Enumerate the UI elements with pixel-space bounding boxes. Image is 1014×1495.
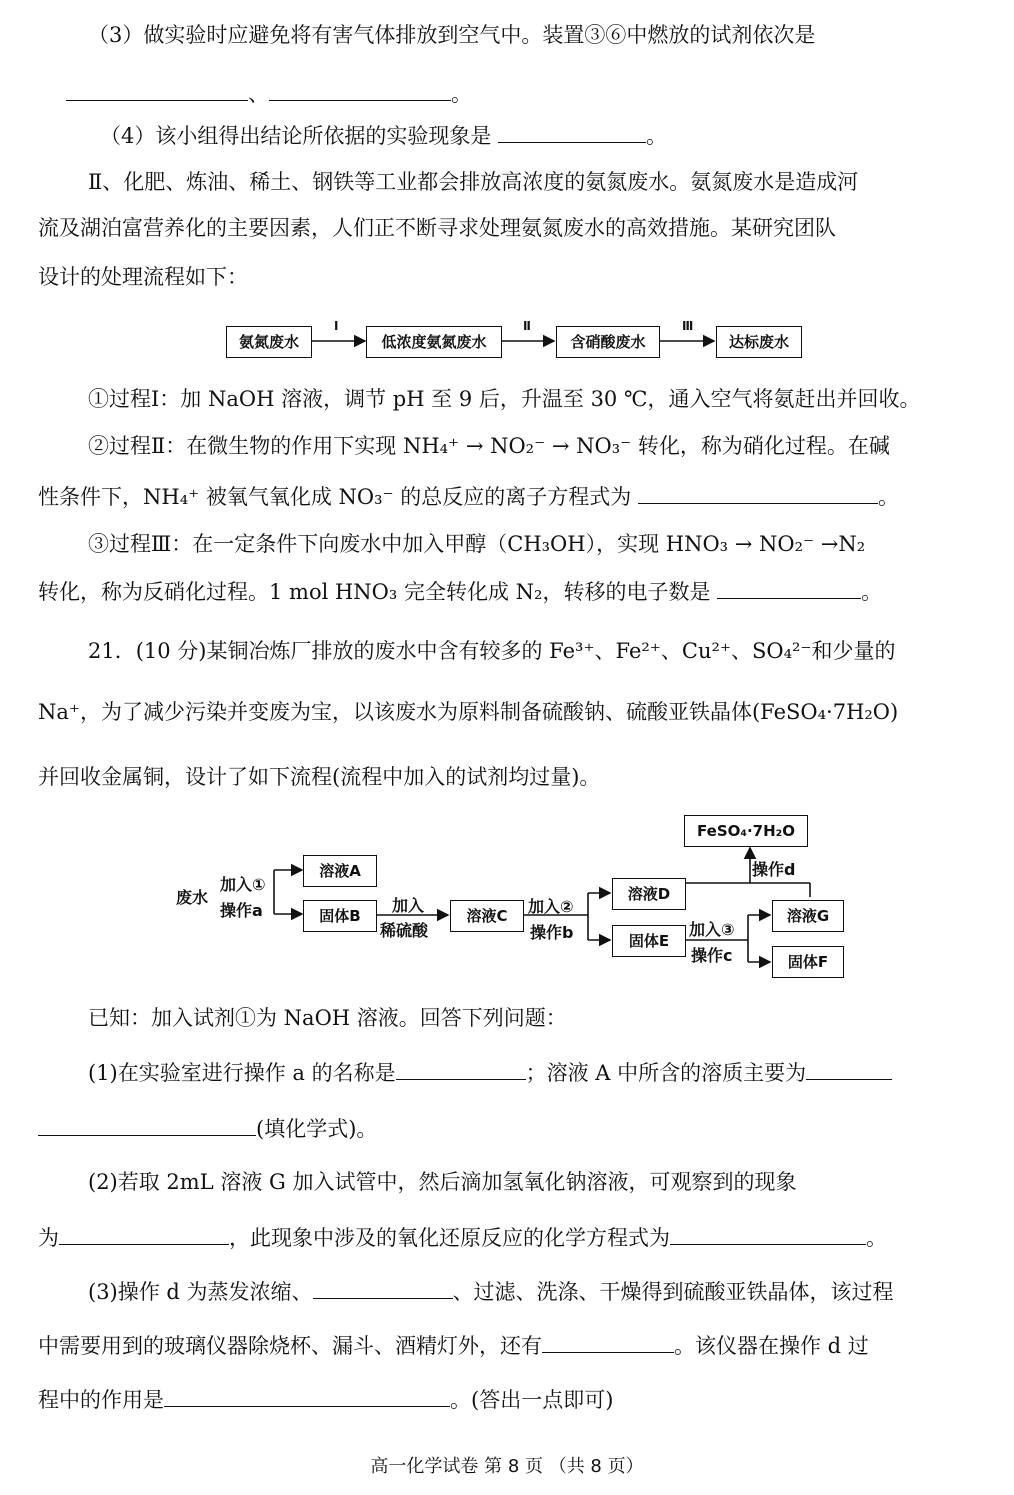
process-1: ①过程Ⅰ：加 NaOH 溶液，调节 pH 至 9 后，升温至 30 ℃，通入空气将氨赶出并回收。 (88, 387, 921, 411)
flow2-box-solution-d: 溶液D (612, 878, 686, 910)
q21-line2: Na⁺，为了减少污染并变废为宝，以该废水为原料制备硫酸钠、硫酸亚铁晶体(FeSO₄·7H₂O) (38, 700, 899, 724)
sub-q1-line1 (88, 1057, 892, 1088)
flow2-label-b-bottom: 操作b (530, 923, 574, 942)
answer-blank[interactable] (638, 481, 878, 504)
sub-q3-text-d: 。该仪器在操作 d 过 (674, 1334, 869, 1358)
sub-q3-line2 (38, 1330, 869, 1361)
flow2-label-acid-bottom: 稀硫酸 (380, 921, 429, 940)
sub-q3-text-b: 、过滤、洗涤、干燥得到硫酸亚铁晶体，该过程 (452, 1280, 894, 1304)
sub-q1-text-a: (1)在实验室进行操作 a 的名称是 (88, 1061, 396, 1085)
answer-blank[interactable] (670, 1222, 866, 1245)
process-2-line2 (38, 481, 899, 512)
flow2-box-solid-b: 固体B (303, 900, 377, 932)
answer-blank[interactable] (396, 1057, 526, 1080)
flow2-label-c-bottom: 操作c (691, 946, 733, 965)
flow1-box-4: 达标废水 (716, 326, 802, 358)
period: 。 (878, 485, 899, 509)
flow2-start: 废水 (176, 888, 209, 907)
flow1-box-3: 含硝酸废水 (556, 326, 660, 358)
sub-q1-text-b: ；溶液 A 中所含的溶质主要为 (525, 1061, 807, 1085)
flow2-box-solution-g: 溶液G (772, 900, 844, 932)
answer-blank[interactable] (717, 576, 861, 599)
sub-q2-line2 (38, 1222, 887, 1253)
flow2-box-solid-f: 固体F (772, 946, 844, 978)
flow2-label-b-top: 加入② (528, 897, 574, 916)
answer-blank[interactable] (542, 1330, 674, 1353)
process-3-line2 (38, 576, 882, 607)
answer-blank[interactable] (38, 1113, 256, 1136)
sub-q2-line1: (2)若取 2mL 溶液 G 加入试管中，然后滴加氢氧化钠溶液，可观察到的现象 (88, 1170, 797, 1194)
known-text: 已知：加入试剂①为 NaOH 溶液。回答下列问题： (88, 1006, 567, 1030)
flow1-arrow-label-3: Ⅲ (682, 319, 694, 333)
flow2-label-a-top: 加入① (220, 875, 266, 894)
q21-line1: 21．(10 分)某铜冶炼厂排放的废水中含有较多的 Fe³⁺、Fe²⁺、Cu²⁺、SO₄²⁻和少量的 (88, 639, 896, 663)
part2-line3: 设计的处理流程如下： (38, 265, 248, 289)
q4-text: （4）该小组得出结论所依据的实验现象是 (100, 124, 492, 148)
sub-q3-text-a: (3)操作 d 为蒸发浓缩、 (88, 1280, 313, 1304)
answer-blank[interactable] (59, 1222, 229, 1245)
sub-q1-text-c: (填化学式)。 (256, 1117, 378, 1141)
flow2-label-d: 操作d (752, 860, 796, 879)
period: 。 (861, 580, 883, 604)
sub-q3-line1 (88, 1276, 894, 1307)
flow1-arrow-label-1: Ⅰ (334, 319, 339, 333)
flow2-label-c-top: 加入③ (689, 920, 735, 939)
flow2-label-acid-top: 加入 (392, 896, 425, 915)
flow2-box-solution-c: 溶液C (450, 900, 524, 932)
flow1-box-2: 低浓度氨氮废水 (366, 326, 502, 358)
part2-line1: Ⅱ、化肥、炼油、稀土、钢铁等工业都会排放高浓度的氨氮废水。氨氮废水是造成河 (88, 170, 859, 194)
period: 。 (646, 124, 668, 148)
process-2-text: 性条件下，NH₄⁺ 被氧气氧化成 NO₃⁻ 的总反应的离子方程式为 (38, 485, 632, 509)
answer-blank[interactable] (164, 1384, 450, 1407)
process-2-line1: ②过程Ⅱ：在微生物的作用下实现 NH₄⁺ → NO₂⁻ → NO₃⁻ 转化，称为硝化过程。在碱 (88, 434, 890, 458)
sub-q3-text-c: 中需要用到的玻璃仪器除烧杯、漏斗、酒精灯外，还有 (38, 1334, 542, 1358)
q3-text: （3）做实验时应避免将有害气体排放到空气中。装置③⑥中燃放的试剂依次是 (88, 23, 816, 47)
sub-q3-text-e: 程中的作用是 (38, 1388, 164, 1412)
flow2-label-a-bottom: 操作a (220, 901, 263, 920)
sub-q3-line3 (38, 1384, 613, 1415)
flow1-arrow-label-2: Ⅱ (523, 319, 531, 333)
sub-q2-text-b: 为 (38, 1226, 59, 1250)
sub-q3-text-f: 。(答出一点即可) (450, 1388, 614, 1412)
answer-blank[interactable] (806, 1057, 892, 1080)
q21-line3: 并回收金属铜，设计了如下流程(流程中加入的试剂均过量)。 (38, 765, 601, 789)
separator: 、 (248, 82, 269, 106)
part2-line2: 流及湖泊富营养化的主要因素，人们正不断寻求处理氨氮废水的高效措施。某研究团队 (38, 216, 836, 240)
flow2-box-solution-a: 溶液A (303, 855, 377, 887)
flow2-box-product: FeSO₄·7H₂O (684, 815, 808, 847)
period: 。 (866, 1226, 887, 1250)
process-3-line1: ③过程Ⅲ：在一定条件下向废水中加入甲醇（CH₃OH），实现 HNO₃ → NO₂⁻ →N₂ (88, 532, 866, 556)
flow2-box-solid-e: 固体E (612, 925, 686, 957)
page-footer: 高一化学试卷 第 8 页 （共 8 页） (370, 1456, 644, 1477)
answer-blank[interactable] (313, 1276, 453, 1299)
process-3-text: 转化，称为反硝化过程。1 mol HNO₃ 完全转化成 N₂，转移的电子数是 (38, 580, 711, 604)
flow1-box-1: 氨氮废水 (226, 326, 312, 358)
sub-q1-line2 (38, 1113, 377, 1144)
sub-q2-text-c: ，此现象中涉及的氧化还原反应的化学方程式为 (229, 1226, 670, 1250)
period: 。 (451, 82, 472, 106)
